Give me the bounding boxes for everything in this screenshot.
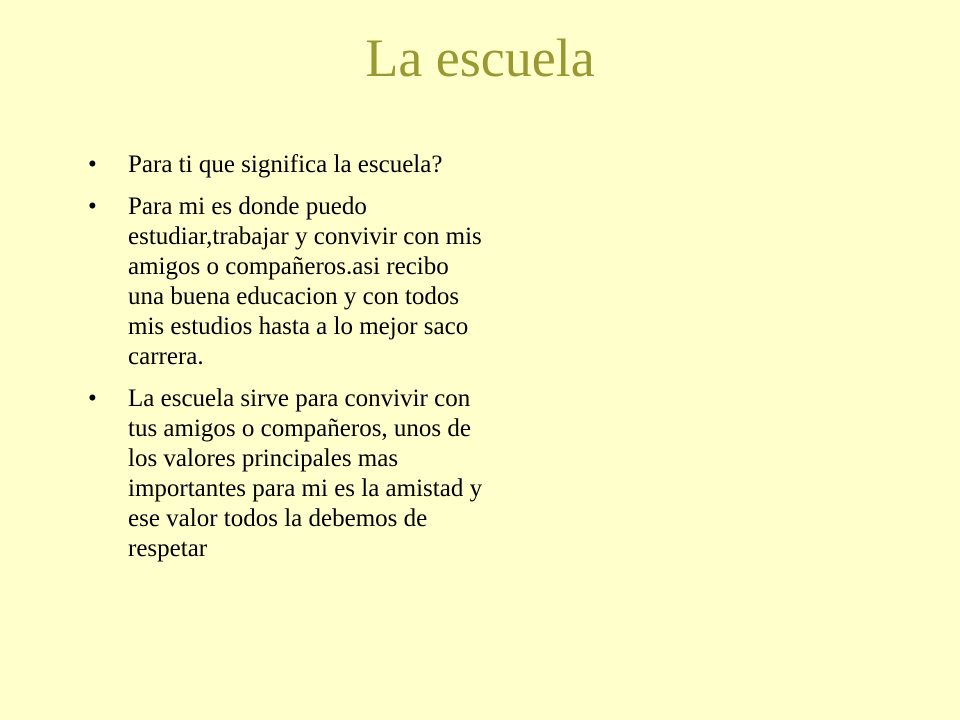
bullet-item — [88, 384, 488, 564]
bullet-text: Para mi es donde puedo estudiar,trabajar y convivir con mis amigos o compañeros.asi recibo una buena educacion y con todos mis estudios hasta a lo mejor saco carrera. — [128, 193, 482, 370]
bullet-item — [88, 150, 488, 180]
bullet-mark: • — [88, 385, 97, 412]
bullet-mark: • — [88, 193, 97, 220]
bullet-text: Para ti que significa la escuela? — [128, 151, 443, 178]
slide-title: La escuela — [365, 28, 595, 88]
bullet-list — [88, 150, 488, 576]
bullet-mark: • — [88, 151, 97, 178]
bullet-item — [88, 192, 488, 372]
bullet-text: La escuela sirve para convivir con tus amigos o compañeros, unos de los valores principales mas importantes para mi es la amistad y ese valor todos la debemos de respetar — [128, 385, 483, 562]
